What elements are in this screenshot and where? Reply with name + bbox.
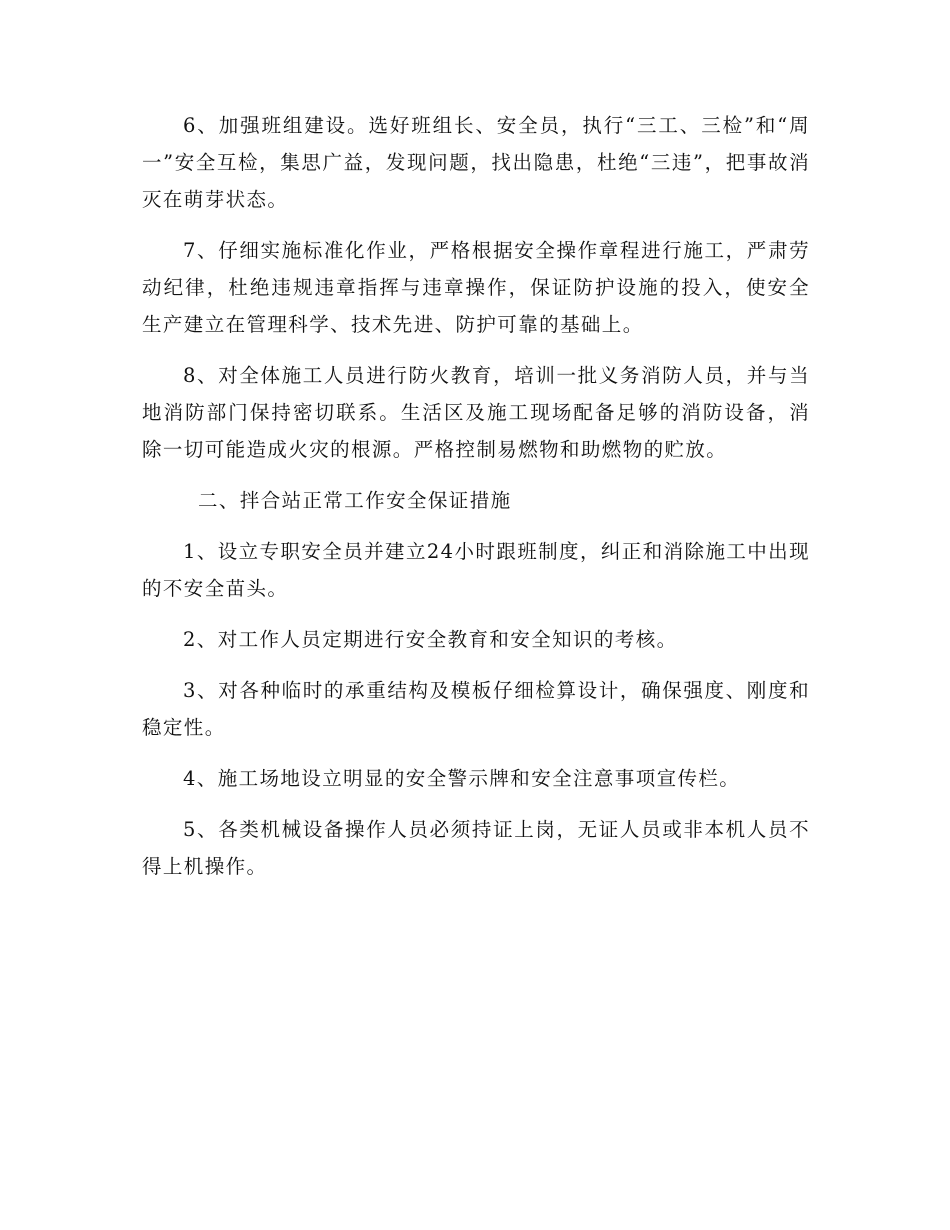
- paragraph-7-standardized-operation: 7、仔细实施标准化作业，严格根据安全操作章程进行施工，严肃劳动纪律，杜绝违规违章指挥与违章操作，保证防护设施的投入，使安全生产建立在管理科学、技术先进、防护可靠的基础上。: [142, 239, 810, 336]
- paragraph-6-team-building: 6、加强班组建设。选好班组长、安全员，执行“三工、三检”和“周一”安全互检，集思广益，发现问题，找出隐患，杜绝“三违”，把事故消灭在萌芽状态。: [142, 114, 810, 211]
- section-heading: 二、拌合站正常工作安全保证措施: [198, 489, 512, 512]
- section-item-5: 5、各类机械设备操作人员必须持证上岗，无证人员或非本机人员不得上机操作。: [142, 818, 810, 878]
- section-item-1: 1、设立专职安全员并建立24小时跟班制度，纠正和消除施工中出现的不安全苗头。: [142, 540, 810, 600]
- section-item-4: 4、施工场地设立明显的安全警示牌和安全注意事项宣传栏。: [183, 767, 741, 790]
- document-body: [142, 107, 810, 899]
- section-item-3: 3、对各种临时的承重结构及模板仔细检算设计，确保强度、刚度和稳定性。: [142, 679, 810, 739]
- paragraph-8-fire-safety: 8、对全体施工人员进行防火教育，培训一批义务消防人员，并与当地消防部门保持密切联系。生活区及施工现场配备足够的消防设备，消除一切可能造成火灾的根源。严格控制易燃物和助燃物的贮放。: [142, 364, 810, 461]
- section-item-2: 2、对工作人员定期进行安全教育和安全知识的考核。: [183, 628, 678, 651]
